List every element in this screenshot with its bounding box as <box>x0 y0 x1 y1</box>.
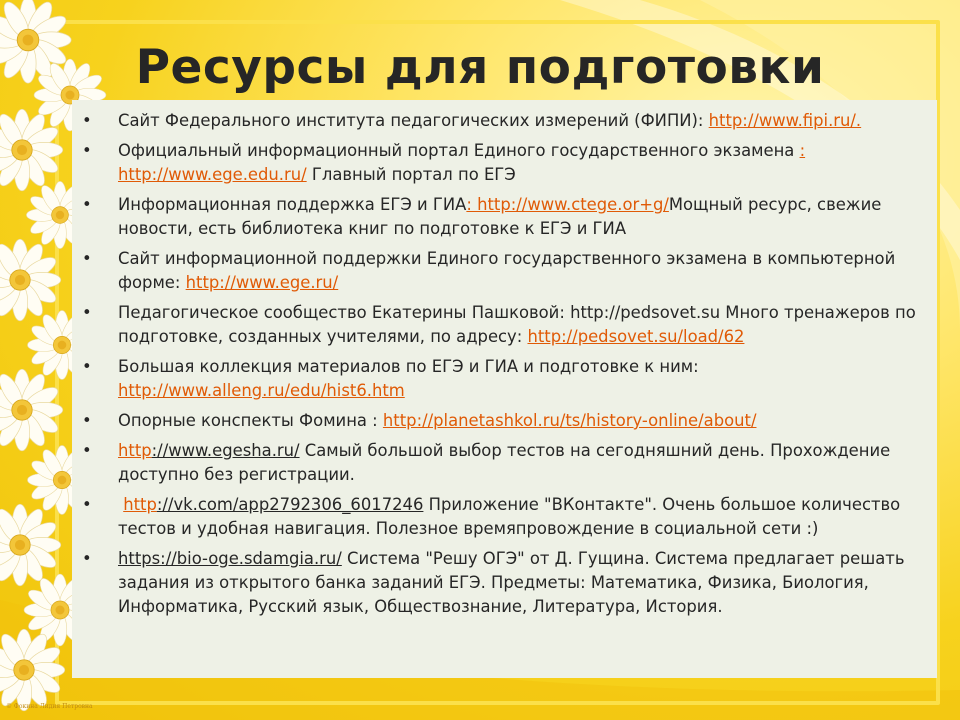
item-text: Опорные конспекты Фомина : <box>118 411 383 430</box>
item-text: Самый большой выбор тестов на сегодняшний день. Прохождение доступно без регистрации. <box>118 441 891 484</box>
item-text: Главный портал по ЕГЭ <box>306 165 516 184</box>
list-item <box>82 409 927 433</box>
resource-link[interactable]: ://www.egesha.ru/ <box>151 441 300 460</box>
item-text: Педагогическое сообщество Екатерины Пашковой: http://pedsovet.su Много тренажеров по подготовке, созданных учителями, по адресу: <box>118 303 916 346</box>
item-text: Система "Решу ОГЭ" от Д. Гущина. Система предлагает решать задания из открытого банка заданий ЕГЭ. Предметы: Математика, Физика, Биология, Информатика, Русский язык, Обществознание, Литература, История. <box>118 549 905 616</box>
resource-link[interactable]: : http://www.ctege.or+g/ <box>466 195 669 214</box>
copyright-text: © Фокина Лидия Петровна <box>6 703 93 710</box>
bullet: • <box>82 249 92 268</box>
resource-link[interactable]: http <box>118 441 152 460</box>
bullet: • <box>82 141 92 160</box>
bullet: • <box>82 111 92 130</box>
list-item <box>82 493 927 541</box>
bullet: • <box>82 549 92 568</box>
list-item <box>82 547 927 619</box>
resource-link[interactable]: http://www.ege.ru/ <box>185 273 339 292</box>
resource-link[interactable]: http <box>123 495 157 514</box>
resource-link[interactable]: : http://www.ege.edu.ru/ <box>118 141 806 184</box>
bullet: • <box>82 411 92 430</box>
bullet: • <box>82 357 92 376</box>
resource-link[interactable]: https://bio-oge.sdamgia.ru/ <box>118 549 342 568</box>
item-text: Официальный информационный портал Единого государственного экзамена <box>118 141 800 160</box>
list-item <box>82 193 927 241</box>
list-item <box>82 247 927 295</box>
bullet: • <box>82 303 92 322</box>
item-text: Сайт Федерального института педагогических измерений (ФИПИ): <box>118 111 709 130</box>
list-item <box>82 139 927 187</box>
bullet: • <box>82 495 92 514</box>
list-item <box>82 109 927 133</box>
bullet: • <box>82 441 92 460</box>
list-item <box>82 355 927 403</box>
item-text: Мощный ресурс, свежие новости, есть библиотека книг по подготовке к ЕГЭ и ГИА <box>118 195 882 238</box>
list-item <box>82 439 927 487</box>
resource-link[interactable]: http://pedsovet.su/load/62 <box>527 327 745 346</box>
resource-link[interactable]: ://vk.com/app2792306_6017246 <box>156 495 424 514</box>
item-text: Информационная поддержка ЕГЭ и ГИА <box>118 195 467 214</box>
bullet: • <box>82 195 92 214</box>
item-text: Большая коллекция материалов по ЕГЭ и ГИА и подготовке к ним: <box>118 357 699 376</box>
item-text: Приложение "ВКонтакте". Очень большое количество тестов и удобная навигация. Полезное времяпровождение в социальной сети :) <box>118 495 901 538</box>
item-text: Сайт информационной поддержки Единого государственного экзамена в компьютерной форме: <box>118 249 896 292</box>
resource-link[interactable]: http://www.fipi.ru/. <box>708 111 862 130</box>
page-title: Ресурсы для подготовки <box>135 40 825 95</box>
list-item <box>82 301 927 349</box>
resource-list <box>82 109 927 625</box>
resource-link[interactable]: http://www.alleng.ru/edu/hist6.htm <box>118 381 405 400</box>
resource-link[interactable]: http://planetashkol.ru/ts/history-online/about/ <box>382 411 757 430</box>
